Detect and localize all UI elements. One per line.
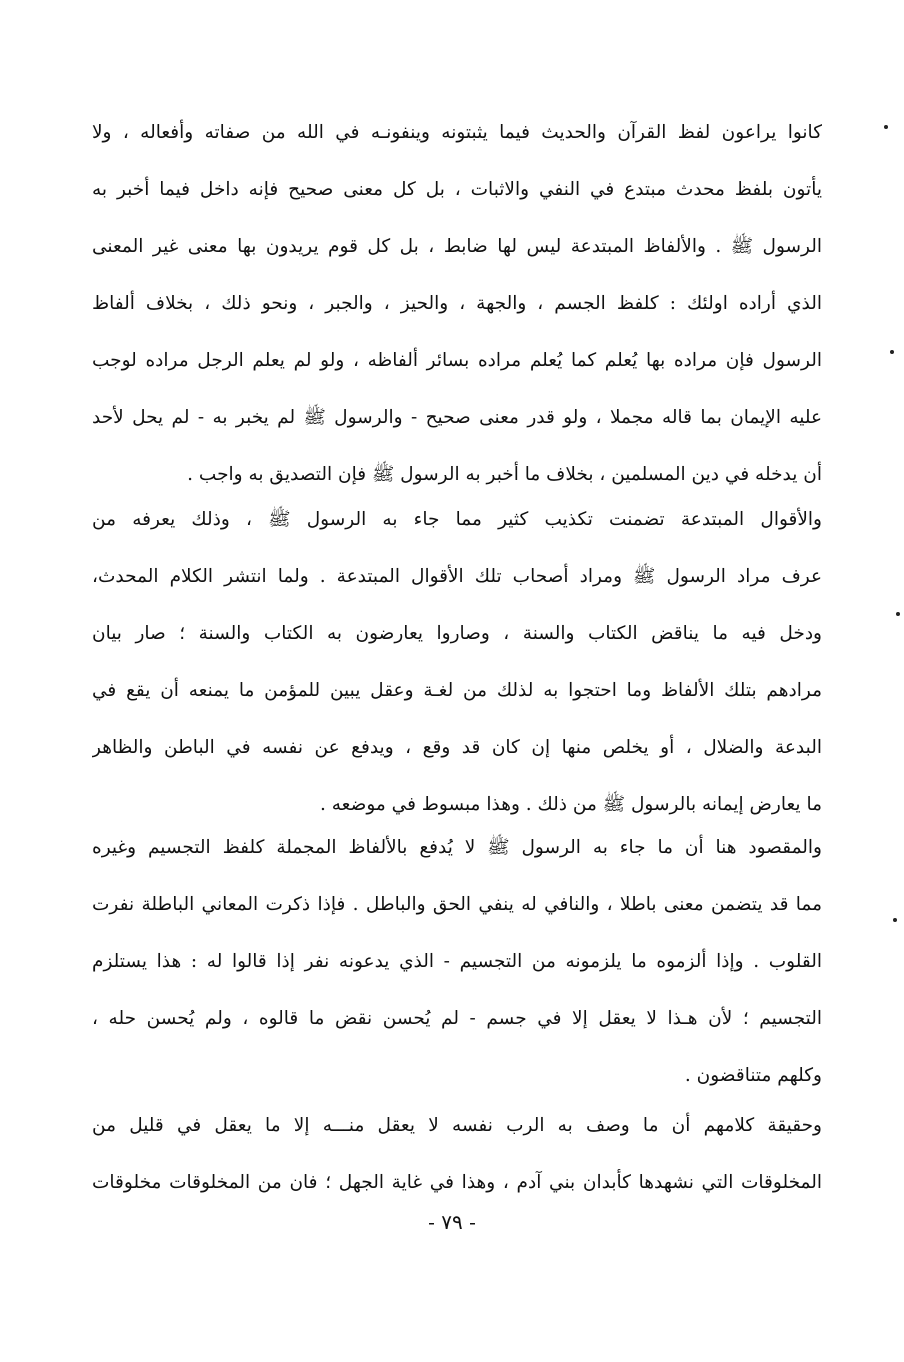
scan-speck bbox=[890, 350, 894, 354]
text-line: يأتون بلفظ محدث مبتدع في النفي والاثبات ، بل كل معنى صحيح فإنه داخل فيما أخبر به bbox=[92, 179, 822, 200]
page-number: - ٧٩ - bbox=[428, 1210, 476, 1234]
text-line: والأقوال المبتدعة تضمنت تكذيب كثير مما جاء به الرسول ﷺ ، وذلك يعرفه من bbox=[92, 509, 822, 530]
text-line: المخلوقات التي نشهدها كأبدان بني آدم ، وهذا في غاية الجهل ؛ فان من المخلوقات مخلوقات bbox=[92, 1172, 822, 1193]
text-line: والمقصود هنا أن ما جاء به الرسول ﷺ لا يُدفع بالألفاظ المجملة كلفظ التجسيم وغيره bbox=[92, 837, 822, 858]
paragraph-3 bbox=[92, 819, 822, 1104]
text-line: مرادهم بتلك الألفاظ وما احتجوا به لذلك من لغـة وعقل يبين للمؤمن ما يمنعه أن يقع في bbox=[92, 680, 822, 701]
text-line: عرف مراد الرسول ﷺ ومراد أصحاب تلك الأقوال المبتدعة . ولما انتشر الكلام المحدث، bbox=[92, 566, 822, 587]
text-line: الرسول ﷺ . والألفاظ المبتدعة ليس لها ضابط ، بل كل قوم يريدون بها معنى غير المعنى bbox=[92, 236, 822, 257]
text-line: الذي أراده اولئك : كلفظ الجسم ، والجهة ، والحيز ، والجبر ، ونحو ذلك ، بخلاف ألفاظ bbox=[92, 293, 822, 314]
text-line: مما قد يتضمن معنى باطلا ، والنافي له ينفي الحق والباطل . فإذا ذكرت المعاني الباطلة نفرت bbox=[92, 894, 822, 915]
text-line: ما يعارض إيمانه بالرسول ﷺ من ذلك . وهذا مبسوط في موضعه . bbox=[320, 794, 822, 815]
text-line: التجسيم ؛ لأن هـذا لا يعقل إلا في جسم - لم يُحسن نقض ما قالوه ، ولم يُحسن حله ، bbox=[92, 1008, 822, 1029]
scan-speck bbox=[893, 918, 897, 922]
text-line: الرسول فإن مراده بها يُعلم كما يُعلم مراده بسائر ألفاظه ، ولو لم يعلم الرجل مراده لوجب bbox=[92, 350, 822, 371]
text-line: عليه الإيمان بما قاله مجملا ، ولو قدر معنى صحيح - والرسول ﷺ لم يخبر به - لم يحل لأحد bbox=[92, 407, 822, 428]
text-line: وكلهم متناقضون . bbox=[684, 1065, 822, 1086]
paragraph-2 bbox=[92, 491, 822, 833]
text-line: القلوب . وإذا ألزموه ما يلزمونه من التجسيم - الذي يدعونه نفر إذا قالوا له : هذا يستلزم bbox=[92, 951, 822, 972]
paragraph-1 bbox=[92, 104, 822, 503]
paragraph-4 bbox=[92, 1097, 822, 1211]
text-line: البدعة والضلال ، أو يخلص منها إن كان قد وقع ، ويدفع عن نفسه في الباطن والظاهر bbox=[92, 737, 822, 758]
text-line: أن يدخله في دين المسلمين ، بخلاف ما أخبر به الرسول ﷺ فإن التصديق به واجب . bbox=[187, 464, 822, 485]
scan-speck bbox=[884, 125, 888, 129]
text-line: كانوا يراعون لفظ القرآن والحديث فيما يثبتونه وينفونـه في الله من صفاته وأفعاله ، ولا bbox=[92, 122, 822, 143]
scan-speck bbox=[896, 612, 900, 616]
text-line: وحقيقة كلامهم أن ما وصف به الرب نفسه لا يعقل منـــه إلا ما يعقل في قليل من bbox=[92, 1115, 822, 1136]
text-line: ودخل فيه ما يناقض الكتاب والسنة ، وصاروا يعارضون به الكتاب والسنة ؛ صار بيان bbox=[92, 623, 822, 644]
